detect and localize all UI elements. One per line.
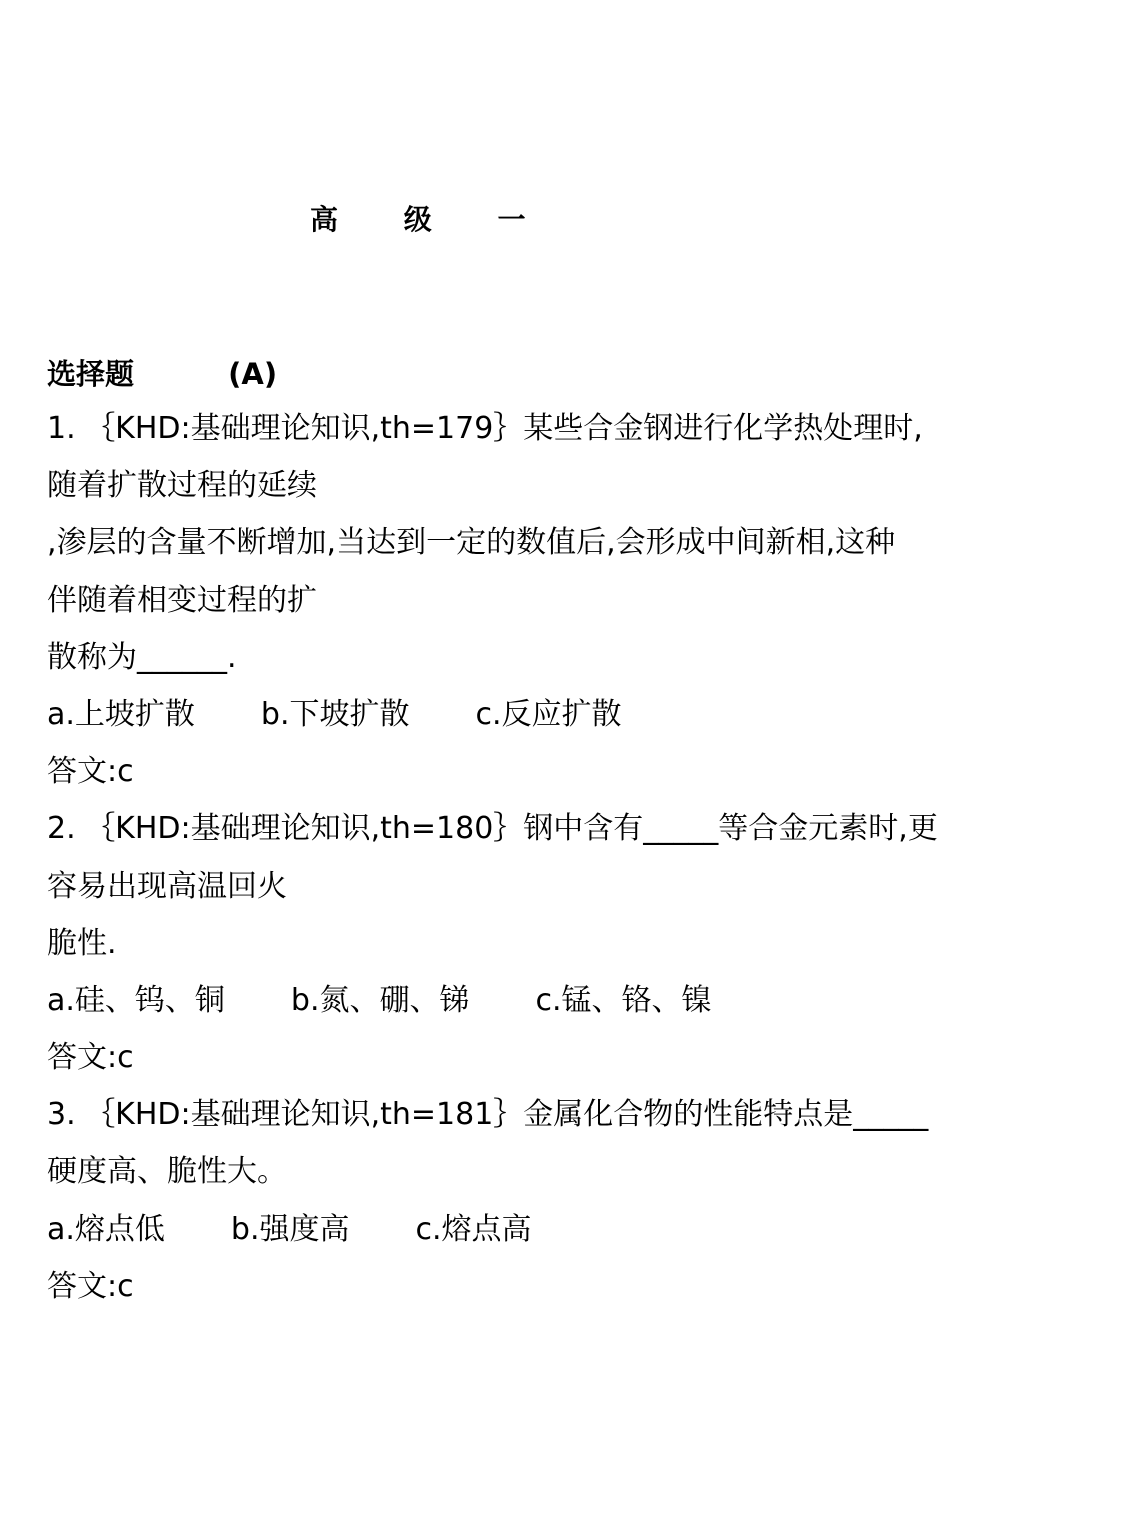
question-text-line: ,渗层的含量不断增加,当达到一定的数值后,会形成中间新相,这种 bbox=[47, 525, 896, 561]
question-text-line: 脆性. bbox=[47, 925, 117, 961]
options-row bbox=[47, 686, 1087, 743]
page-title: 高 级 一 bbox=[310, 203, 554, 236]
question-list bbox=[47, 400, 1087, 1315]
question-text-line: 伴随着相变过程的扩 bbox=[47, 582, 317, 618]
section-heading bbox=[47, 352, 277, 393]
option-c: c.熔点高 bbox=[415, 1211, 532, 1247]
option-c: c.反应扩散 bbox=[475, 696, 622, 732]
question-text-line: 3. ｛KHD:基础理论知识,th=181｝金属化合物的性能特点是_____ bbox=[47, 1097, 929, 1133]
answer-line: 答文:c bbox=[47, 1040, 134, 1076]
section-label: 选择题 bbox=[47, 357, 135, 391]
question-text-line: 散称为______. bbox=[47, 639, 237, 675]
answer-line: 答文:c bbox=[47, 1268, 134, 1304]
options-row bbox=[47, 1201, 1087, 1258]
option-a: a.上坡扩散 bbox=[47, 696, 195, 732]
question-text-line: 容易出现高温回火 bbox=[47, 868, 287, 904]
question-2 bbox=[47, 800, 1087, 1086]
question-text-line: 随着扩散过程的延续 bbox=[47, 468, 317, 504]
options-row bbox=[47, 972, 1087, 1029]
question-3 bbox=[47, 1086, 1087, 1315]
answer-line: 答文:c bbox=[47, 754, 134, 790]
option-a: a.熔点低 bbox=[47, 1211, 165, 1247]
section-tag: (A) bbox=[228, 357, 278, 391]
option-c: c.锰、铬、镍 bbox=[535, 982, 712, 1018]
question-text-line: 2. ｛KHD:基础理论知识,th=180｝钢中含有_____等合金元素时,更 bbox=[47, 811, 938, 847]
question-1 bbox=[47, 400, 1087, 800]
option-b: b.强度高 bbox=[230, 1211, 350, 1247]
option-b: b.下坡扩散 bbox=[260, 696, 410, 732]
option-b: b.氮、硼、锑 bbox=[290, 982, 470, 1018]
question-text-line: 1. ｛KHD:基础理论知识,th=179｝某些合金钢进行化学热处理时, bbox=[47, 411, 923, 446]
option-a: a.硅、钨、铜 bbox=[47, 982, 225, 1018]
question-text-line: 硬度高、脆性大。 bbox=[47, 1154, 287, 1190]
